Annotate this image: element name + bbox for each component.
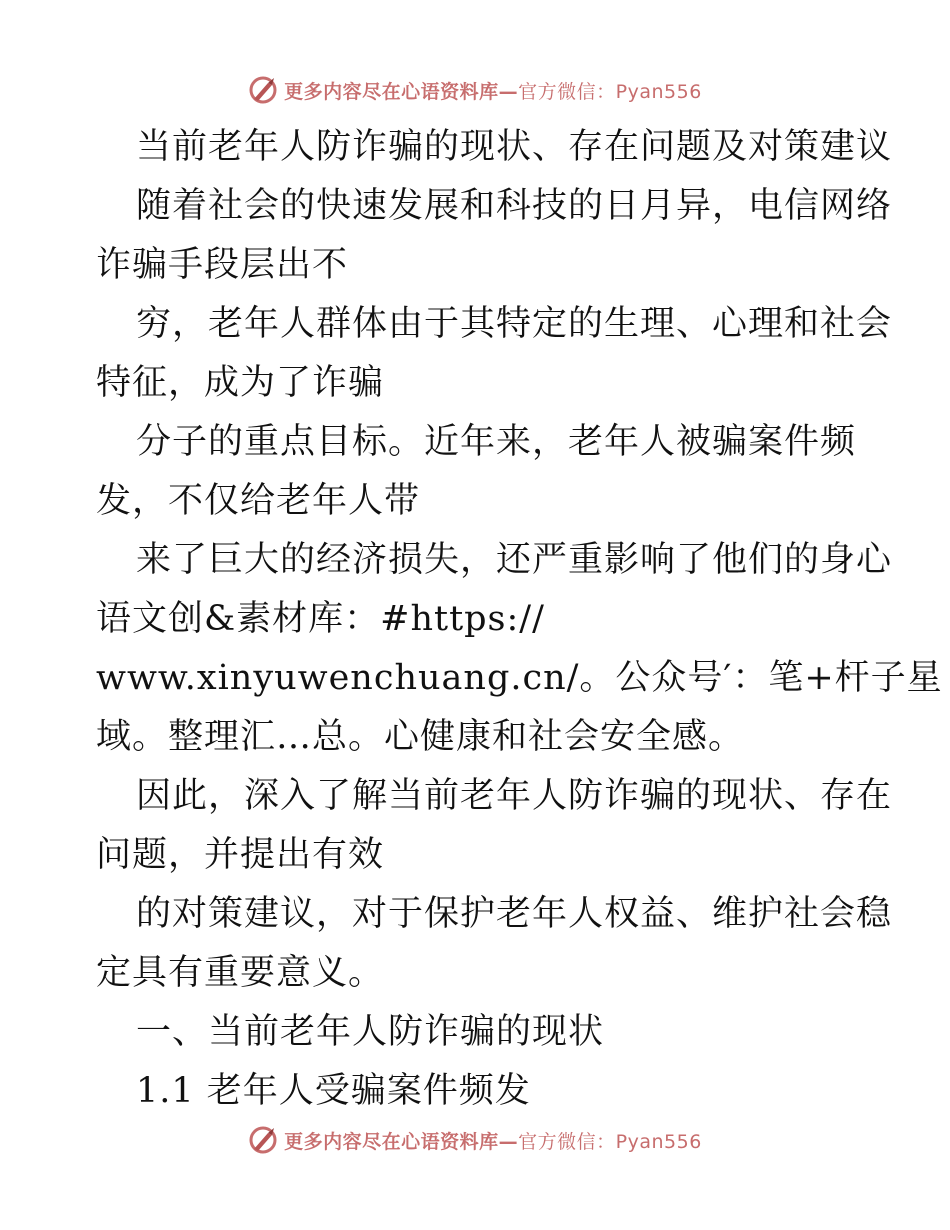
watermark-main: 更多内容尽在心语资料库 [284, 80, 499, 103]
doc-line: 的对策建议，对于保护老年人权益、维护社会稳 [136, 894, 893, 934]
watermark-main: 更多内容尽在心语资料库 [284, 1130, 499, 1153]
watermark-dash: — [498, 80, 519, 103]
header-watermark [0, 70, 950, 110]
doc-line: 因此，深入了解当前老年人防诈骗的现状、存在 [136, 776, 893, 816]
watermark-text [284, 77, 702, 104]
footer-watermark [0, 1120, 950, 1160]
section-heading: 一、当前老年人防诈骗的现状 [136, 1012, 605, 1052]
doc-line: 分子的重点目标。近年来，老年人被骗案件频 [136, 422, 857, 462]
doc-line: 随着社会的快速发展和科技的日月异，电信网络 [136, 186, 893, 226]
doc-line: 语文创&素材库：#https:// [96, 599, 545, 639]
doc-line: 穷，老年人群体由于其特定的生理、心理和社会 [136, 304, 893, 344]
doc-line: 域。整理汇…总。心健康和社会安全感。 [96, 717, 745, 757]
doc-line: 当前老年人防诈骗的现状、存在问题及对策建议 [136, 127, 893, 167]
doc-line: 诈骗手段层出不 [96, 245, 349, 285]
subsection-heading: 1.1 老年人受骗案件频发 [136, 1071, 531, 1111]
watermark-tail: 官方微信：Pyan556 [518, 80, 702, 103]
doc-line: 发，不仅给老年人带 [96, 481, 421, 521]
doc-line: 来了巨大的经济损失，还严重影响了他们的身心 [136, 540, 893, 580]
doc-line: 问题，并提出有效 [96, 835, 385, 875]
doc-line: 定具有重要意义。 [96, 953, 385, 993]
doc-line: 特征，成为了诈骗 [96, 363, 385, 403]
watermark-group [248, 1125, 702, 1155]
watermark-group [248, 75, 702, 105]
doc-line: www.xinyuwenchuang.cn/。公众号′：笔+杆子星 [96, 658, 943, 698]
watermark-text [284, 1127, 702, 1154]
quill-logo-icon [248, 75, 278, 105]
watermark-tail: 官方微信：Pyan556 [518, 1130, 702, 1153]
quill-logo-icon [248, 1125, 278, 1155]
document-body [96, 118, 943, 1121]
watermark-dash: — [498, 1130, 519, 1153]
